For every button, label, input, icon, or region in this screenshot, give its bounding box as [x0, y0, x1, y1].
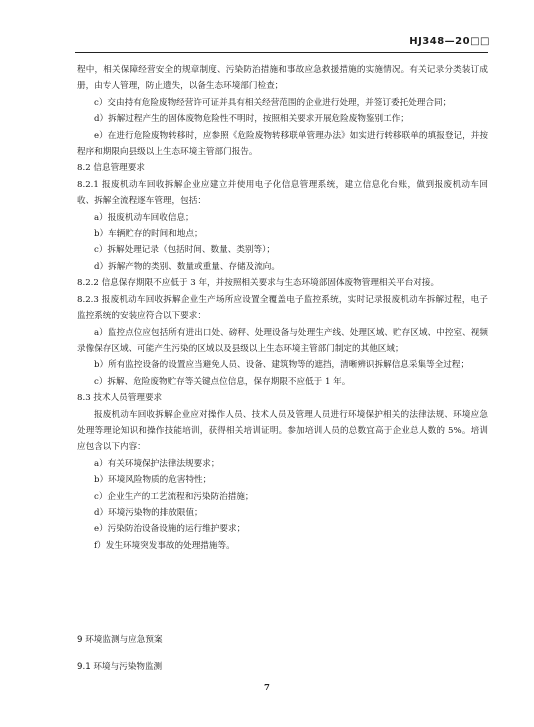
list-item: b）环境风险物质的危害特性； [94, 475, 212, 486]
list-item: c）拆解、危险废物贮存等关键点位信息，保存期限不应低于 1 年。 [94, 376, 351, 387]
list-item: c）拆解处理记录（包括时间、数量、类别等）； [94, 245, 275, 256]
page-number: 7 [264, 683, 270, 693]
clause: 8.2.3 报废机动车回收拆解企业生产场所应设置全覆盖电子监控系统，实时记录报废机动车拆解过程，电子监控系统的安装应符合以下要求： [77, 294, 488, 322]
paragraph: 报废机动车回收拆解企业应对操作人员、技术人员及管理人员进行环境保护相关的法律法规、环境应急处理等理论知识和操作技能培训，获得相关培训证明。参加培训人员的总数宜高于企业总人数的 5%。培训应包含以下内容： [77, 409, 488, 453]
list-item: f）发生环境突发事故的处理措施等。 [94, 540, 235, 551]
standard-code: HJ348—20□□ [409, 36, 490, 47]
list-item: b）所有监控设备的设置应当避免人员、设备、建筑物等的遮挡，清晰辨识拆解信息采集等全过程； [94, 360, 470, 371]
section-heading: 9.1 环境与污染物监测 [77, 662, 163, 672]
page-body [77, 62, 488, 554]
list-item: d）拆解过程产生的固体废物危险性不明时，按照相关要求开展危险废物鉴别工作； [94, 114, 409, 125]
chapter-heading: 9 环境监测与应急预案 [77, 635, 163, 645]
list-item: d）拆解产物的类别、数量或重量、存储及流向。 [94, 261, 280, 272]
list-item: c）交由持有危险废物经营许可证并具有相关经营范围的企业进行处理，并签订委托处理合同； [94, 97, 452, 108]
list-item: c）企业生产的工艺流程和污染防治措施； [94, 491, 254, 502]
section-heading: 8.2 信息管理要求 [77, 163, 145, 174]
section-heading: 8.3 技术人员管理要求 [77, 393, 163, 404]
header-rule [75, 52, 488, 53]
paragraph: 程中，相关保障经营安全的规章制度、污染防治措施和事故应急救援措施的实施情况。有关记录分类装订成册，由专人管理，防止遗失，以备生态环境部门检查； [77, 65, 488, 92]
list-item: e）在进行危险废物转移时，应参照《危险废物转移联单管理办法》如实进行转移联单的填报登记，并按程序和期限向县级以上生态环境主管部门报告。 [77, 130, 488, 158]
list-item: a）监控点位应包括所有进出口处、磅秤、处理设备与处理生产线、处理区域、贮存区域、中控室、视频录像保存区域、可能产生污染的区域以及县级以上生态环境主管部门制定的其他区域； [77, 327, 488, 354]
list-item: d）环境污染物的排放限值； [94, 507, 203, 518]
clause: 8.2.2 信息保存期限不应低于 3 年，并按照相关要求与生态环境部固体废物管理相关平台对接。 [77, 278, 440, 289]
list-item: e）污染防治设备设施的运行维护要求； [94, 524, 246, 535]
list-item: a）有关环境保护法律法规要求； [94, 458, 220, 469]
list-item: a）报废机动车回收信息； [94, 212, 194, 223]
list-item: b）车辆贮存的时间和地点； [94, 229, 203, 240]
clause: 8.2.1 报废机动车回收拆解企业应建立并使用电子化信息管理系统，建立信息化台账，做到报废机动车回收、拆解全流程逐车管理，包括： [77, 179, 488, 207]
